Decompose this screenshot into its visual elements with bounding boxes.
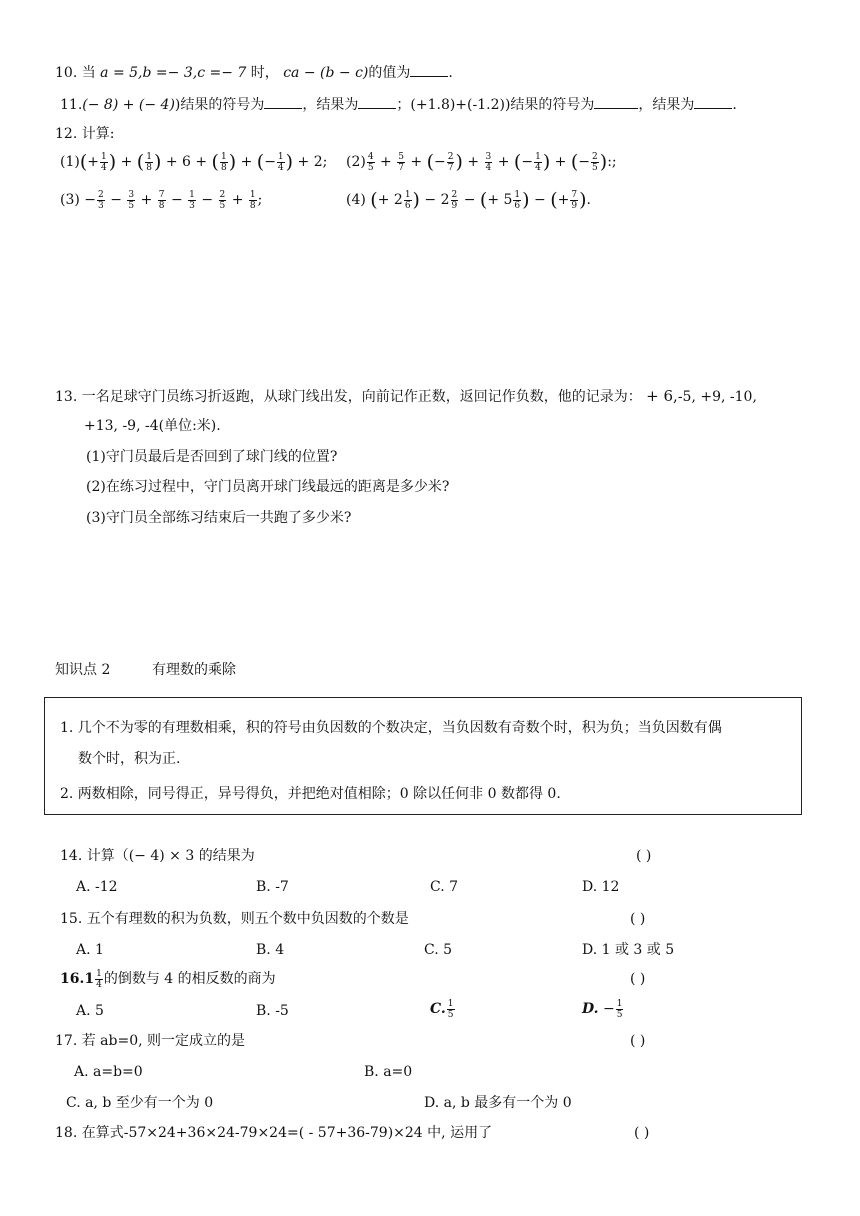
question-13-line-2: +13, -9, -4(单位:米). — [84, 418, 221, 434]
question-15: 15. 五个有理数的积为负数，则五个数中负因数的个数是 — [60, 911, 409, 927]
q15-option-d[interactable]: D. 1 或 3 或 5 — [582, 942, 675, 958]
q12-part-4-label: (4) — [346, 192, 366, 208]
q11-text-3: ；(+1.8)+(-1.2))结果的符号为 — [396, 97, 595, 113]
question-12-heading: 12. 计算: — [55, 126, 115, 142]
q16-option-d-label: D. — [582, 1001, 599, 1017]
q12-part-2: (2) $\frac{4}{5}$ + $\frac{5}{7}$ + (− $\frac{2}{7}$ ) + $\frac{3}{4}$ + (− $\frac{1}{4}$ ) + (− $\frac{2}{5}$ ):; — [346, 151, 617, 173]
q17-option-a[interactable]: A. a=b=0 — [74, 1064, 143, 1080]
q16-option-b[interactable]: B. -5 — [256, 1003, 289, 1019]
q15-option-b[interactable]: B. 4 — [256, 942, 285, 958]
q12-part-4-tail: . — [586, 192, 591, 208]
q12-part-2-label: (2) — [346, 154, 366, 170]
q12-part-1-label: (1) — [60, 154, 80, 170]
q16-d-num: 1 — [616, 998, 623, 1009]
q11-blank-1[interactable] — [264, 94, 302, 109]
q17-option-c[interactable]: C. a, b 至少有一个为 0 — [66, 1095, 214, 1111]
q11-blank-4[interactable] — [694, 94, 732, 109]
q10-pre: 当 — [81, 65, 96, 81]
q10-answer-blank[interactable] — [410, 62, 448, 77]
q14-expression: (− 4) × 3 — [128, 848, 195, 864]
q13-sub-2: (2)在练习过程中，守门员离开球门线最远的距离是多少米? — [86, 479, 450, 495]
q10-end: . — [448, 65, 453, 81]
q11-blank-2[interactable] — [358, 94, 396, 109]
rule-1-line-2: 数个时，积为正. — [78, 751, 181, 767]
q10-condition: a = 5,b =− 3,c =− 7 — [100, 65, 247, 81]
question-13-line-1 — [55, 386, 757, 407]
q11-text-1: )结果的符号为 — [174, 97, 265, 113]
q16-c-num: 1 — [447, 998, 454, 1009]
q16-whole: 1 — [84, 971, 95, 987]
q13-sub-3: (3)守门员全部练习结束后一共跑了多少米? — [86, 510, 352, 526]
q11-expression: (− 8) + (− 4) — [82, 97, 175, 113]
rule-2: 2. 两数相除，同号得正，异号得负，并把绝对值相除；0 除以任何非 0 数都得 0. — [60, 786, 561, 802]
q10-mid: 时， — [250, 65, 279, 81]
q16-option-a[interactable]: A. 5 — [76, 1003, 104, 1019]
rule-1-line-1: 1. 几个不为零的有理数相乘，积的符号由负因数的个数决定，当负因数有奇数个时，积为负；当负因数有偶 — [60, 720, 722, 736]
q11-blank-3[interactable] — [594, 94, 638, 109]
q14-option-d[interactable]: D. 12 — [582, 879, 620, 895]
q11-text-4: ，结果为 — [638, 97, 695, 113]
q14-option-a[interactable]: A. -12 — [76, 879, 118, 895]
q13-record-rest: -5, +9, -10, — [677, 389, 757, 405]
q10-number: 10. — [55, 65, 78, 81]
question-18: 18. 在算式-57×24+36×24-79×24=( - 57+36-79)×24 中, 运用了 — [55, 1125, 493, 1141]
q14-option-c[interactable]: C. 7 — [430, 879, 459, 895]
q12-part-3: (3) − $\frac{2}{3}$ − $\frac{3}{5}$ + $\frac{7}{8}$ − $\frac{1}{3}$ − $\frac{2}{5}$ + $\frac{1}{8}$ ; — [60, 189, 263, 211]
question-10 — [55, 62, 453, 83]
q13-stem: 13. 一名足球守门员练习折返跑，从球门线出发，向前记作正数，返回记作负数，他的记录为： — [55, 389, 642, 405]
q16-c-den: 5 — [447, 1009, 454, 1020]
question-16 — [60, 967, 276, 991]
q12-part-3-label: (3) — [60, 192, 80, 208]
q10-post: 的值为 — [368, 65, 411, 81]
question-11 — [60, 94, 737, 115]
question-17: 17. 若 ab=0, 则一定成立的是 — [55, 1033, 246, 1049]
q18-answer-paren[interactable]: ( ) — [634, 1125, 650, 1141]
q11-number: 11. — [60, 97, 83, 113]
section-label: 知识点 2 — [55, 662, 111, 678]
q15-option-c[interactable]: C. 5 — [424, 942, 453, 958]
q13-sub-1: (1)守门员最后是否回到了球门线的位置? — [86, 449, 338, 465]
q16-frac-num: 1 — [96, 968, 102, 979]
section-title: 有理数的乘除 — [152, 662, 236, 678]
q14-stem-post: 的结果为 — [198, 848, 255, 864]
q16-option-c[interactable] — [430, 997, 456, 1021]
q17-option-b[interactable]: B. a=0 — [364, 1064, 413, 1080]
q16-frac-den: 4 — [96, 979, 102, 990]
q12-part-2-tail: :; — [607, 154, 617, 170]
q12-part-1: (1)(+ $\frac{1}{4}$ ) + ( $\frac{1}{8}$ ) + 6 + ( $\frac{1}{8}$ ) + (− $\frac{1}{4}$ ) + 2; — [60, 151, 328, 173]
q11-end: . — [732, 97, 737, 113]
q16-answer-paren[interactable]: ( ) — [630, 971, 646, 987]
q17-option-d[interactable]: D. a, b 最多有一个为 0 — [424, 1095, 572, 1111]
q17-answer-paren[interactable]: ( ) — [630, 1033, 646, 1049]
q15-option-a[interactable]: A. 1 — [76, 942, 104, 958]
q14-stem-pre: 14. 计算（ — [60, 848, 129, 864]
q16-option-c-label: C. — [430, 1001, 446, 1017]
q15-answer-paren[interactable]: ( ) — [630, 911, 646, 927]
question-14 — [60, 846, 255, 866]
q14-answer-paren[interactable]: ( ) — [636, 848, 652, 864]
q16-stem-post: 的倒数与 4 的相反数的商为 — [103, 971, 276, 987]
q16-d-sign: − — [602, 1001, 615, 1017]
q12-part-4: (4) (+ 2 $\frac{1}{6}$ ) − 2 $\frac{2}{9}$ − (+ 5 $\frac{1}{6}$ ) − (+ $\frac{7}{9}$ ). — [346, 189, 591, 211]
q16-d-den: 5 — [616, 1009, 623, 1020]
q16-number: 16. — [60, 971, 85, 987]
q16-option-d[interactable] — [582, 997, 624, 1021]
q11-text-2: ，结果为 — [302, 97, 359, 113]
q14-option-b[interactable]: B. -7 — [256, 879, 289, 895]
q13-record-first: + 6, — [646, 387, 678, 405]
q10-expression: ca − (b − c) — [283, 65, 369, 81]
